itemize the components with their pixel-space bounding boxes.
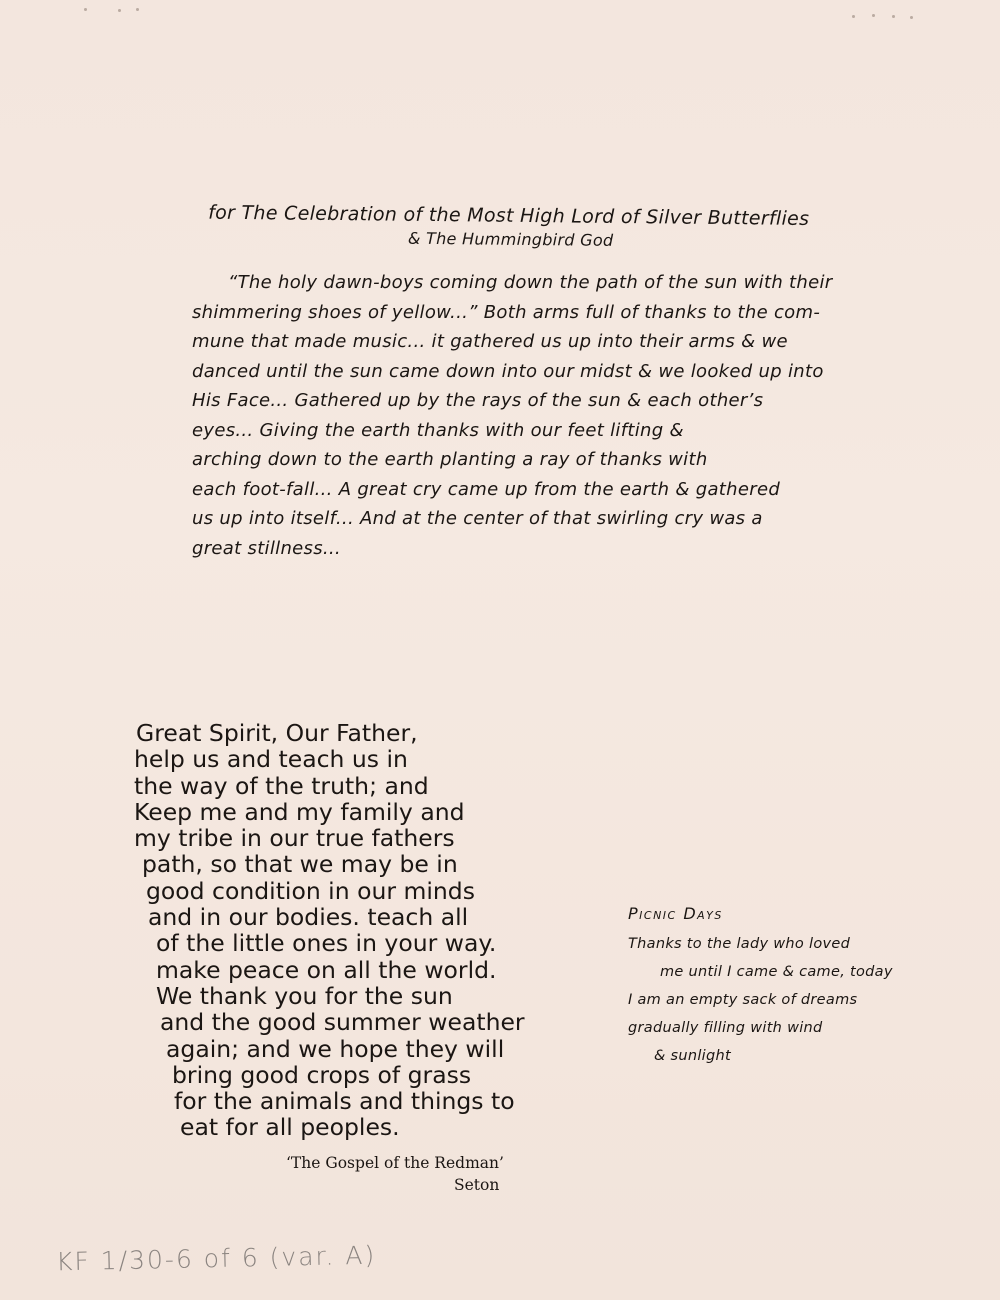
picnic-line: me until I came & came, today <box>660 964 893 980</box>
prayer-line: Keep me and my family and <box>134 797 465 826</box>
celebration-title <box>208 201 848 256</box>
text-line: shimmering shoes of yellow...” Both arms full of thanks to the com- <box>192 301 821 323</box>
prayer-line: and in our bodies. teach all <box>148 903 469 932</box>
prayer-attribution <box>286 1152 504 1196</box>
celebration-text <box>192 268 852 563</box>
prayer-line: We thank you for the sun <box>156 981 453 1010</box>
picnic-line: Thanks to the lady who loved <box>628 936 851 952</box>
picnic-line: gradually filling with wind <box>628 1020 823 1036</box>
paper-speck <box>872 14 875 17</box>
prayer-line: again; and we hope they will <box>166 1034 505 1063</box>
prayer-line: good condition in our minds <box>146 876 475 905</box>
paper-speck <box>84 8 87 11</box>
text-line: us up into itself... And at the center of that swirling cry was a <box>192 508 763 529</box>
prayer-text <box>134 720 554 1141</box>
paper-speck <box>118 9 121 12</box>
prayer-line: and the good summer weather <box>160 1008 525 1037</box>
attribution-source: ‘The Gospel of the Redman’ <box>286 1154 504 1172</box>
paper-speck <box>852 15 855 18</box>
picnic-title: Picnic Days <box>628 904 723 923</box>
prayer-line: bring good crops of grass <box>172 1060 472 1089</box>
prayer-line: path, so that we may be in <box>142 850 458 879</box>
text-line: arching down to the earth planting a ray of thanks with <box>192 449 708 470</box>
text-line: eyes... Giving the earth thanks with our feet lifting & <box>192 419 684 441</box>
prayer-line: my tribe in our true fathers <box>134 824 455 853</box>
prayer-line: help us and teach us in <box>134 745 408 774</box>
prayer-line: eat for all peoples. <box>180 1113 400 1142</box>
prayer-line: make peace on all the world. <box>156 955 497 984</box>
picnic-line: & sunlight <box>654 1048 731 1064</box>
attribution-author: Seton <box>454 1176 500 1194</box>
picnic-days-poem <box>628 900 893 1070</box>
text-line: His Face... Gathered up by the rays of the sun & each other’s <box>192 390 764 411</box>
picnic-line: I am an empty sack of dreams <box>628 992 858 1008</box>
text-line: great stillness... <box>192 537 341 559</box>
text-line: danced until the sun came down into our midst & we looked up into <box>192 360 824 382</box>
paper-speck <box>892 15 895 18</box>
paper-speck <box>136 8 139 11</box>
prayer-line: the way of the truth; and <box>134 771 429 800</box>
celebration-title-line1: for The Celebration of the Most High Lord of Silver Butterflies <box>208 201 810 230</box>
prayer-line: Great Spirit, Our Father, <box>136 719 418 747</box>
paper-speck <box>910 16 913 19</box>
prayer-line: for the animals and things to <box>174 1087 515 1116</box>
archive-code: KF 1/30-6 of 6 (var. A) <box>55 1240 377 1277</box>
text-line: mune that made music... it gathered us up into their arms & we <box>192 331 788 352</box>
prayer-line: of the little ones in your way. <box>156 929 497 958</box>
text-line: each foot-fall... A great cry came up from the earth & gathered <box>192 478 781 500</box>
celebration-title-line2: & The Hummingbird God <box>407 228 614 250</box>
text-line: “The holy dawn-boys coming down the path of the sun with their <box>228 272 833 293</box>
